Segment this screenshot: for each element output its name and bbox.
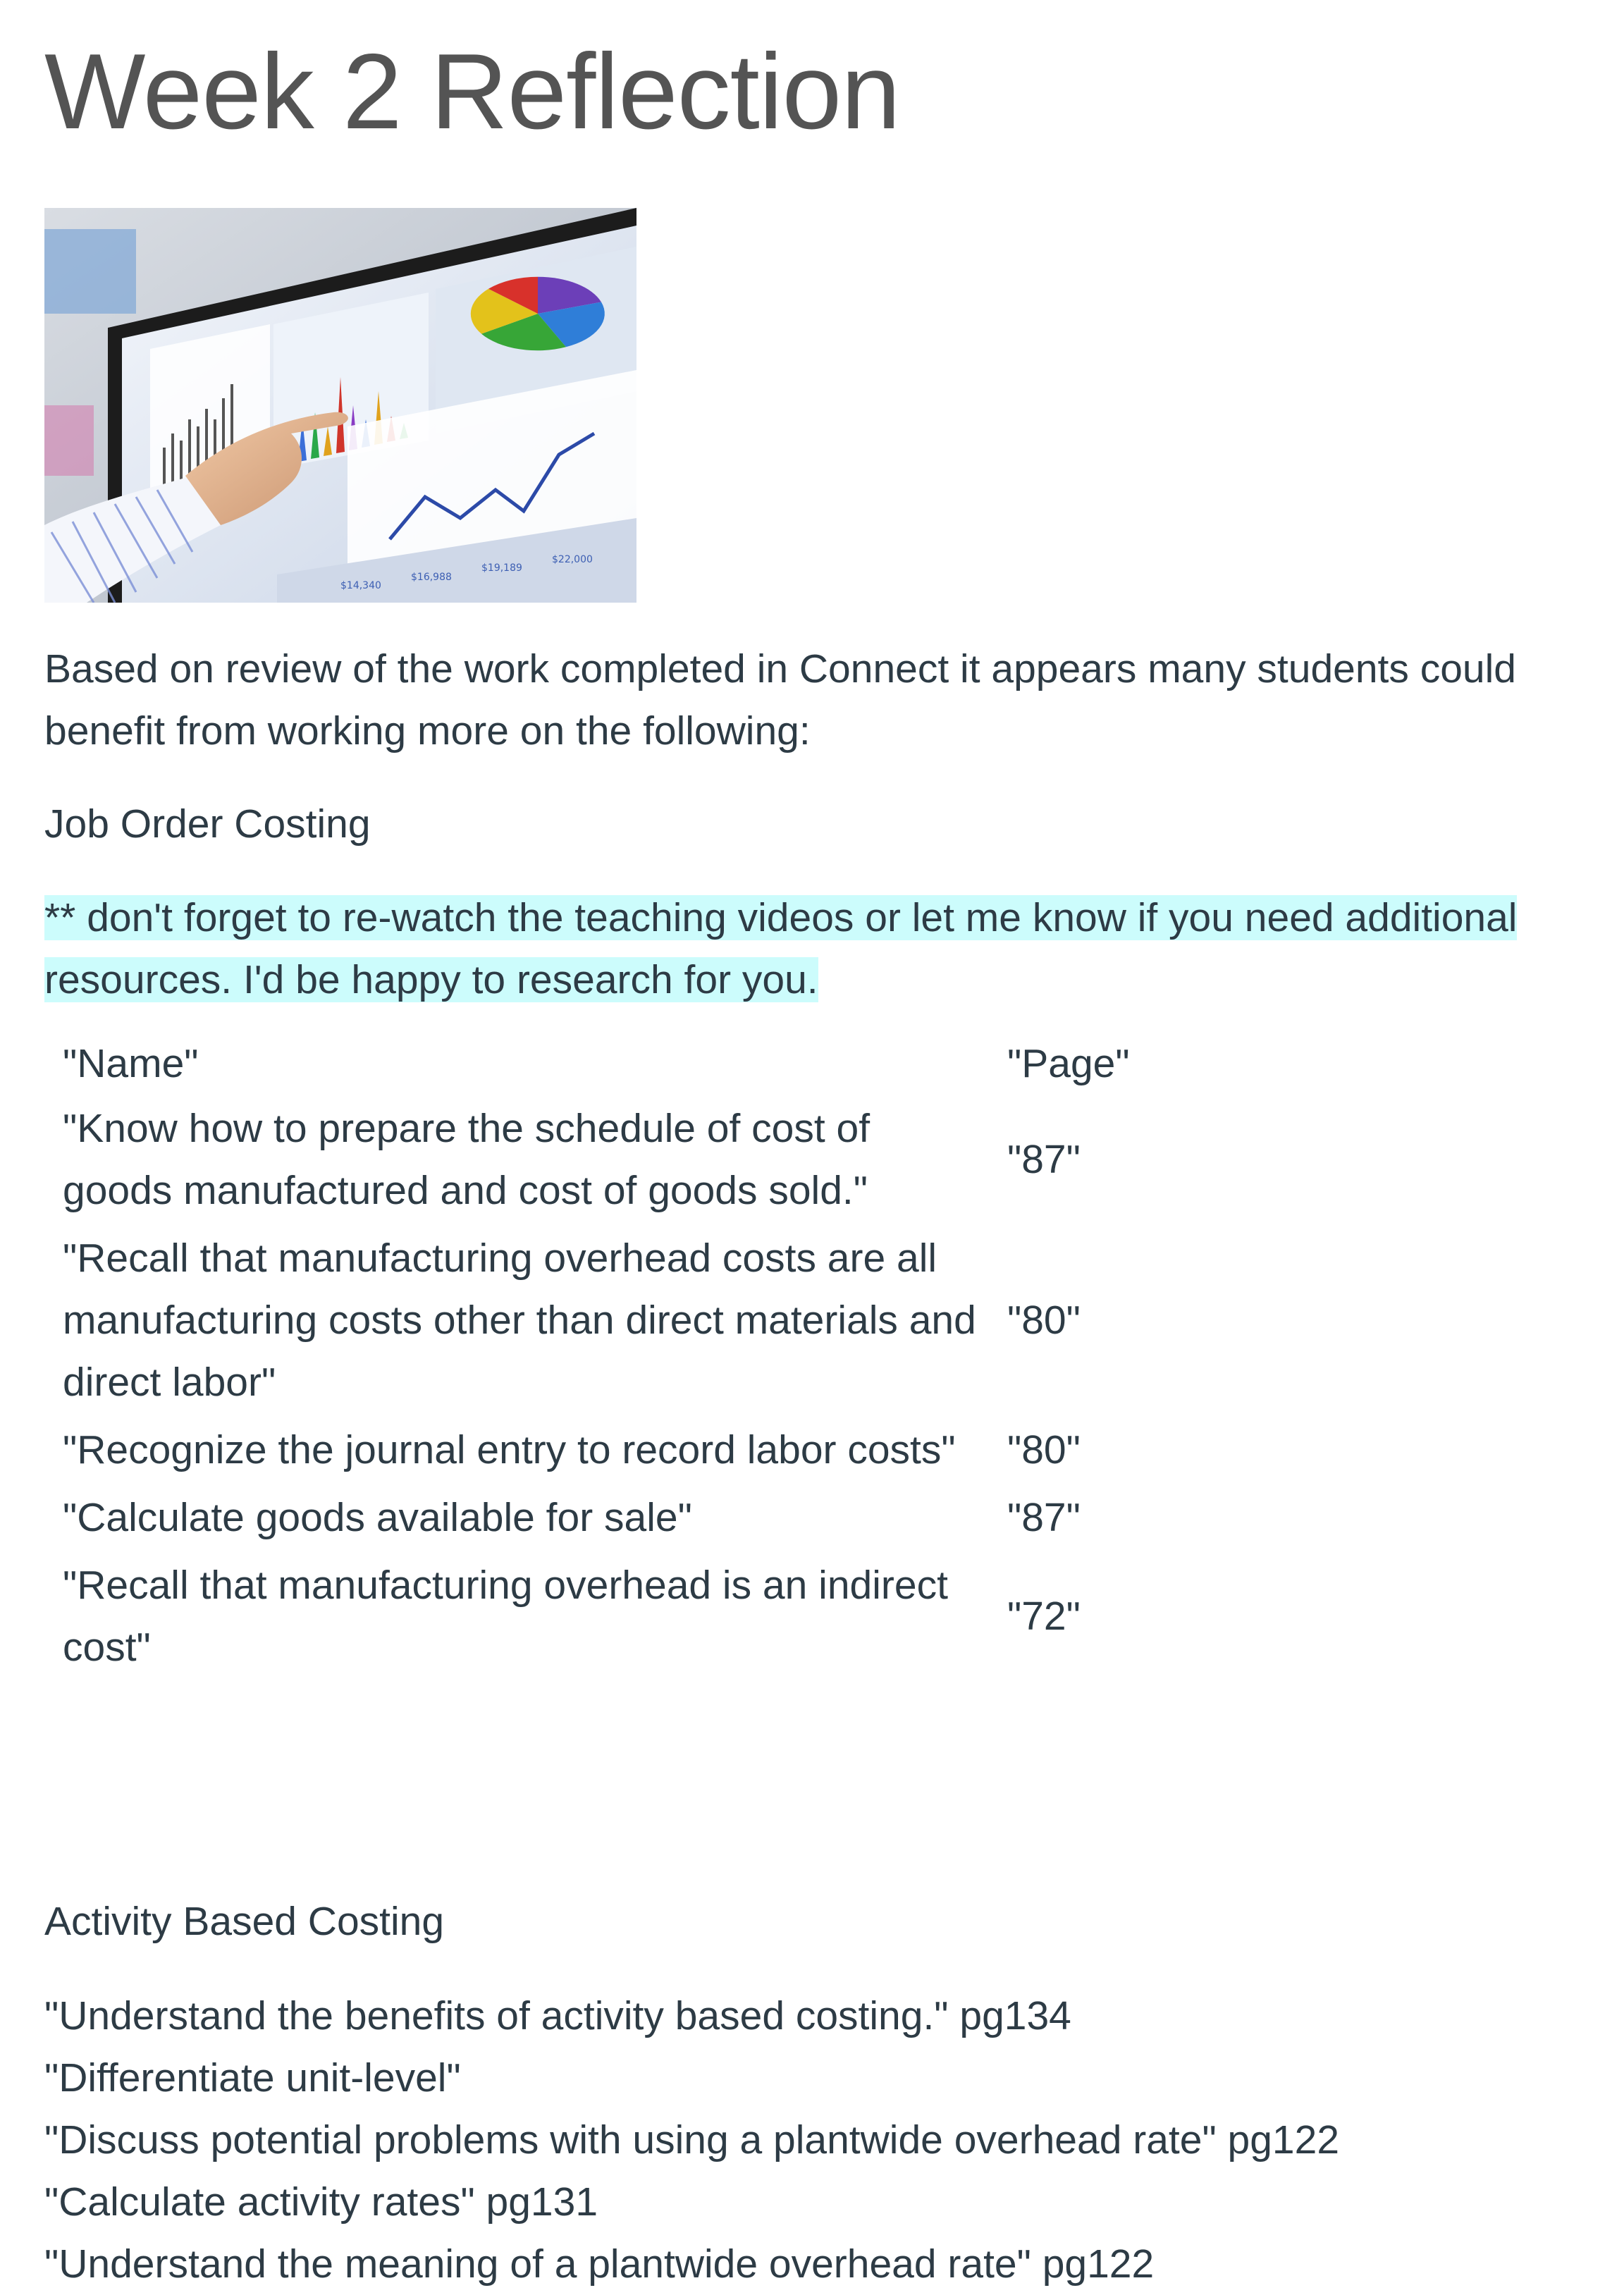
activity-based-topics-list bbox=[44, 1985, 1595, 2295]
topic-name: "Recall that manufacturing overhead costs are all manufacturing costs other than direct materials and direct labor" bbox=[63, 1236, 976, 1405]
table-row bbox=[61, 1095, 1130, 1224]
svg-text:$19,189: $19,189 bbox=[481, 562, 522, 574]
table-header-row bbox=[61, 1033, 1130, 1095]
activity-based-costing-heading: Activity Based Costing bbox=[44, 1899, 445, 1944]
table-row bbox=[61, 1416, 1130, 1484]
topic-page: "72" bbox=[1007, 1594, 1081, 1639]
job-order-topics-table bbox=[61, 1033, 1130, 1681]
svg-text:$22,000: $22,000 bbox=[552, 554, 593, 565]
topic-page: "80" bbox=[1007, 1298, 1081, 1343]
list-item: "Calculate activity rates" pg131 bbox=[44, 2179, 598, 2225]
table-row bbox=[61, 1551, 1130, 1681]
list-item: "Differentiate unit-level" bbox=[44, 2055, 461, 2100]
list-item: "Understand the meaning of a plantwide overhead rate" pg122 bbox=[44, 2241, 1155, 2287]
topic-name: "Know how to prepare the schedule of cost of goods manufactured and cost of goods sold." bbox=[63, 1106, 871, 1213]
job-order-costing-heading: Job Order Costing bbox=[44, 801, 371, 847]
reminder-note-text: ** don't forget to re-watch the teaching videos or let me know if you need additional resources. I'd be happy to research for you. bbox=[44, 895, 1518, 1002]
list-item: "Discuss potential problems with using a plantwide overhead rate" pg122 bbox=[44, 2117, 1340, 2162]
page-title: Week 2 Reflection bbox=[44, 32, 900, 152]
topic-name: "Calculate goods available for sale" bbox=[63, 1495, 692, 1540]
topic-name: "Recognize the journal entry to record labor costs" bbox=[63, 1427, 956, 1472]
topic-page: "87" bbox=[1007, 1137, 1081, 1182]
svg-text:$16,988: $16,988 bbox=[411, 572, 452, 583]
column-header-page: "Page" bbox=[1007, 1041, 1130, 1086]
table-row bbox=[61, 1484, 1130, 1551]
topic-page: "87" bbox=[1007, 1495, 1081, 1540]
list-item: "Understand the benefits of activity based costing." pg134 bbox=[44, 1993, 1071, 2038]
intro-paragraph: Based on review of the work completed in Connect it appears many students could benefit from working more on the following: bbox=[44, 646, 1516, 753]
svg-text:$14,340: $14,340 bbox=[340, 580, 381, 591]
reminder-note bbox=[44, 887, 1595, 1011]
topic-page: "80" bbox=[1007, 1427, 1081, 1472]
table-row bbox=[61, 1224, 1130, 1416]
financial-dashboard-image bbox=[44, 208, 636, 603]
topic-name: "Recall that manufacturing overhead is an indirect cost" bbox=[63, 1563, 948, 1670]
column-header-name: "Name" bbox=[63, 1041, 199, 1086]
